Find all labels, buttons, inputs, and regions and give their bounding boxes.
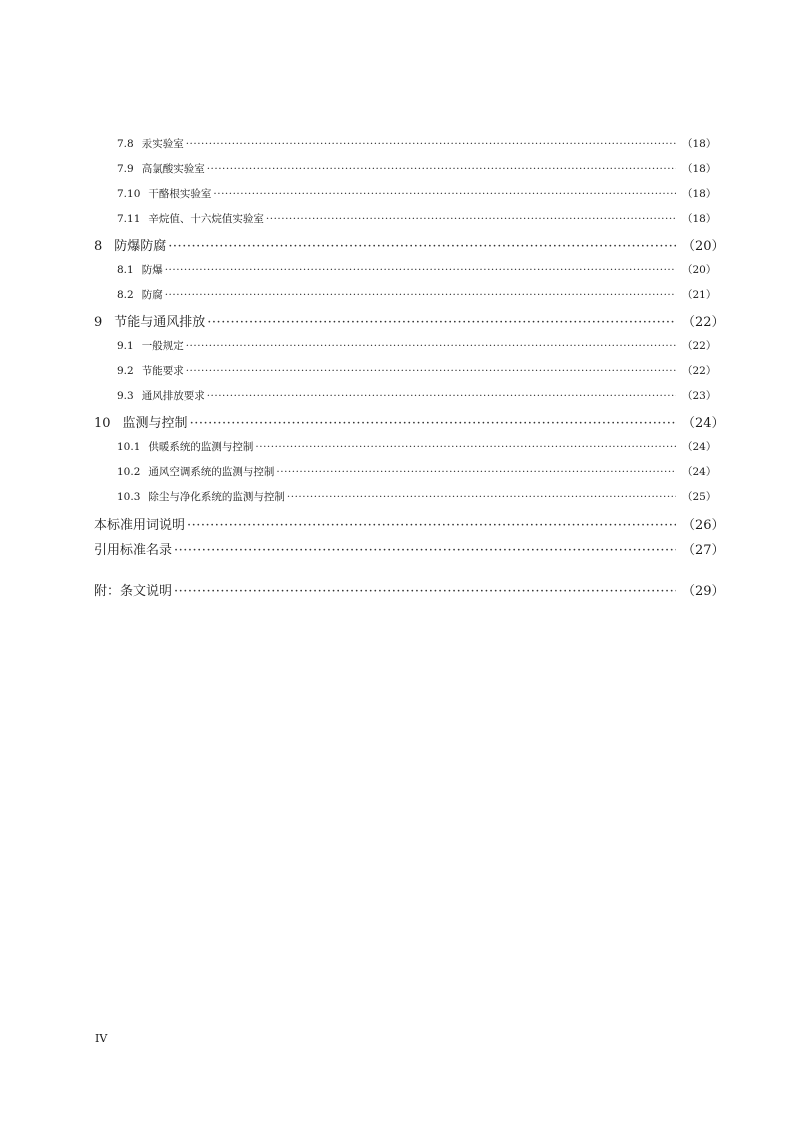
leader-dots (266, 213, 676, 225)
section-title: 节能要求 (141, 365, 184, 377)
toc-entry-10[interactable] (0, 412, 793, 431)
section-number: 10.1 (117, 441, 141, 453)
entry-title: 本标准用词说明 (94, 518, 186, 533)
toc-entry-7-11[interactable] (0, 211, 793, 226)
toc-entry-8-2[interactable] (0, 287, 793, 302)
entry-title: 引用标准名录 (94, 543, 173, 558)
toc-entry-9-3[interactable] (0, 388, 793, 403)
toc-entry-9-1[interactable] (0, 338, 793, 353)
section-title: 供暖系统的监测与控制 (148, 441, 254, 453)
leader-dots (168, 239, 676, 254)
section-title: 防爆 (141, 264, 163, 276)
leader-dots (207, 163, 676, 175)
toc-entry-10-2[interactable] (0, 464, 793, 479)
section-number: 9.2 (117, 365, 134, 377)
leader-dots (255, 441, 676, 453)
toc-entry-7-10[interactable] (0, 186, 793, 201)
chapter-title: 监测与控制 (122, 416, 188, 431)
toc-entry-appendix-explanation[interactable] (0, 580, 793, 599)
page-number: （25） (682, 491, 717, 503)
section-number: 8.1 (117, 264, 134, 276)
page-number: （22） (682, 365, 717, 377)
page-number: （23） (682, 390, 717, 402)
leader-dots (207, 315, 676, 330)
entry-title: 附：条文说明 (94, 584, 173, 599)
page-footer-number: IV (95, 1032, 108, 1045)
chapter-number: 8 (94, 239, 103, 254)
page-number: （29） (682, 584, 725, 599)
toc-entry-7-8[interactable] (0, 136, 793, 151)
leader-dots (213, 188, 676, 200)
leader-dots (186, 340, 676, 352)
section-title: 防腐 (141, 289, 163, 301)
page-number: （18） (682, 213, 717, 225)
page-number: （18） (682, 138, 717, 150)
section-title: 汞实验室 (141, 138, 184, 150)
toc-entry-9-2[interactable] (0, 363, 793, 378)
page-number: （27） (682, 543, 725, 558)
section-title: 辛烷值、十六烷值实验室 (148, 213, 264, 225)
page-number: （21） (682, 289, 717, 301)
leader-dots (287, 491, 676, 503)
section-number: 7.11 (117, 213, 141, 225)
toc-entry-referenced-standards[interactable] (0, 539, 793, 558)
page-number: （22） (682, 340, 717, 352)
toc-entry-7-9[interactable] (0, 161, 793, 176)
section-number: 10.3 (117, 491, 141, 503)
section-title: 高氯酸实验室 (141, 163, 205, 175)
leader-dots (276, 466, 676, 478)
chapter-number: 10 (94, 416, 111, 431)
toc-entry-8[interactable] (0, 235, 793, 254)
section-number: 7.8 (117, 138, 134, 150)
section-number: 7.9 (117, 163, 134, 175)
chapter-number: 9 (94, 315, 103, 330)
leader-dots (186, 365, 676, 377)
leader-dots (174, 584, 676, 599)
section-title: 通风排放要求 (141, 390, 205, 402)
leader-dots (190, 416, 676, 431)
page-number: （18） (682, 188, 717, 200)
section-number: 8.2 (117, 289, 134, 301)
page-number: （26） (682, 518, 725, 533)
toc-entry-10-3[interactable] (0, 489, 793, 504)
leader-dots (187, 518, 676, 533)
chapter-title: 防爆防腐 (114, 239, 167, 254)
leader-dots (207, 390, 676, 402)
page-number: （20） (682, 264, 717, 276)
page-number: （20） (682, 239, 725, 254)
chapter-title: 节能与通风排放 (114, 315, 206, 330)
toc-entry-10-1[interactable] (0, 439, 793, 454)
section-title: 一般规定 (141, 340, 184, 352)
section-title: 干酪根实验室 (148, 188, 212, 200)
leader-dots (165, 289, 676, 301)
section-title: 除尘与净化系统的监测与控制 (148, 491, 285, 503)
page-number: （24） (682, 416, 725, 431)
leader-dots (186, 138, 676, 150)
section-number: 7.10 (117, 188, 141, 200)
section-number: 9.1 (117, 340, 134, 352)
toc-entry-terms-explanation[interactable] (0, 514, 793, 533)
toc-entry-8-1[interactable] (0, 262, 793, 277)
page-number: （18） (682, 163, 717, 175)
leader-dots (174, 543, 676, 558)
page-number: （24） (682, 441, 717, 453)
leader-dots (165, 264, 676, 276)
section-title: 通风空调系统的监测与控制 (148, 466, 275, 478)
toc-entry-9[interactable] (0, 311, 793, 330)
page-number: （24） (682, 466, 717, 478)
page-number: （22） (682, 315, 725, 330)
section-number: 9.3 (117, 390, 134, 402)
section-number: 10.2 (117, 466, 141, 478)
